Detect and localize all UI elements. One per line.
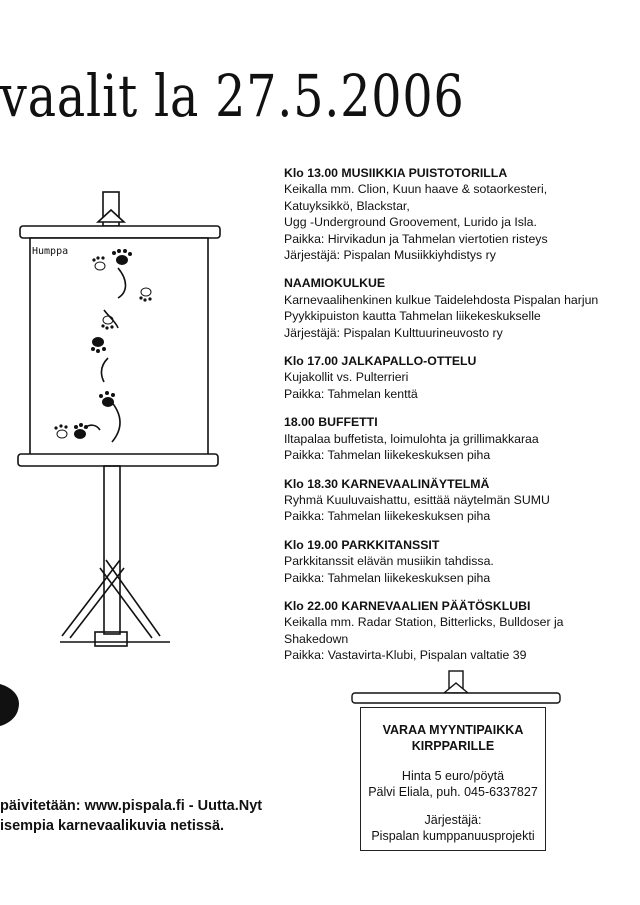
event-line: Ugg -Underground Groovement, Lurido ja Isla. (284, 215, 537, 230)
sign-organizer-label: Järjestäjä: (424, 813, 482, 827)
footer-note (0, 796, 262, 836)
event-heading: Klo 19.00 PARKKITANSSIT (284, 537, 440, 552)
event-line: Paikka: Vastavirta-Klubi, Pispalan valtatie 39 (284, 648, 527, 663)
event-item (284, 414, 624, 463)
event-line: Paikka: Tahmelan kenttä (284, 386, 418, 401)
page-title: vaalit la 27.5.2006 (0, 62, 465, 130)
sign-title-line2: KIRPPARILLE (411, 739, 495, 753)
event-line: Paikka: Tahmelan liikekeskuksen piha (284, 570, 491, 585)
event-line: Paikka: Tahmelan liikekeskuksen piha (284, 448, 491, 463)
event-item (284, 275, 624, 341)
event-item (284, 598, 624, 664)
event-heading: Klo 18.30 KARNEVAALINÄYTELMÄ (284, 476, 490, 491)
sign-organizer: Pispalan kumppanuusprojekti (371, 829, 535, 843)
event-line: Parkkitanssit elävän musiikin tahdissa. (284, 554, 494, 569)
event-line: Järjestäjä: Pispalan Kulttuurineuvosto ry (284, 325, 503, 340)
event-item (284, 353, 624, 402)
sign-price: Hinta 5 euro/pöytä (401, 769, 505, 783)
flea-market-sign (348, 665, 568, 855)
event-item (284, 476, 624, 525)
event-heading: Klo 22.00 KARNEVAALIEN PÄÄTÖSKLUBI (284, 598, 531, 613)
footer-line: isempia karnevaalikuvia netissä. (0, 818, 225, 834)
ink-blot-decoration (0, 680, 30, 730)
event-item (284, 537, 624, 586)
event-line: Katuyksikkö, Blackstar, (284, 198, 410, 213)
event-line: Pyykkipuiston kautta Tahmelan liikekeskukselle (284, 309, 541, 324)
event-line: Keikalla mm. Radar Station, Bitterlicks, Bulldoser ja (284, 615, 564, 630)
sign-title-line1: VARAA MYYNTIPAIKKA (382, 723, 524, 737)
event-heading: Klo 17.00 JALKAPALLO-OTTELU (284, 354, 477, 369)
event-line: Ryhmä Kuuluvaishattu, esittää näytelmän SUMU (284, 492, 550, 507)
sign-panel (360, 707, 546, 851)
event-line: Iltapalaa buffetista, loimulohta ja grillimakkaraa (284, 431, 539, 446)
event-heading: NAAMIOKULKUE (284, 276, 386, 291)
poster-label: Humppa (32, 246, 69, 257)
event-line: Kujakollit vs. Pulterrieri (284, 370, 409, 385)
event-line: Keikalla mm. Clion, Kuun haave & sotaorkesteri, (284, 182, 548, 197)
event-schedule (284, 165, 624, 676)
event-item (284, 165, 624, 263)
easel-illustration (0, 180, 240, 660)
event-line: Järjestäjä: Pispalan Musiikkiyhdistys ry (284, 248, 496, 263)
event-line: Paikka: Tahmelan liikekeskuksen piha (284, 509, 491, 524)
event-line: Shakedown (284, 631, 349, 646)
sign-contact: Pälvi Eliala, puh. 045-6337827 (368, 785, 538, 799)
event-line: Karnevaalihenkinen kulkue Taidelehdosta Pispalan harjun (284, 292, 599, 307)
event-heading: Klo 13.00 MUSIIKKIA PUISTOTORILLA (284, 166, 508, 180)
event-line: Paikka: Hirvikadun ja Tahmelan viertotien risteys (284, 231, 548, 246)
footer-line: päivitetään: www.pispala.fi - Uutta.Nyt (0, 798, 263, 814)
event-heading: 18.00 BUFFETTI (284, 415, 378, 430)
